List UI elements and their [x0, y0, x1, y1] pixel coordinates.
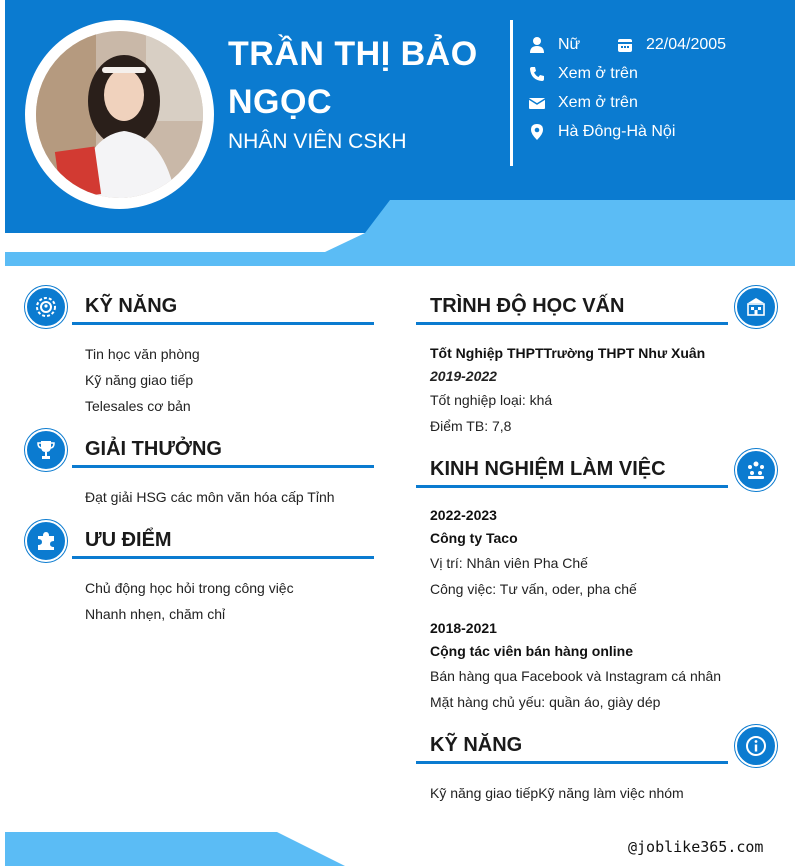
profile-photo-frame	[25, 20, 214, 209]
awards-underline	[72, 465, 374, 468]
address-value: Hà Đông-Hà Nội	[558, 123, 676, 140]
trophy-icon	[25, 429, 67, 471]
award-item: Đạt giải HSG các môn văn hóa cấp Tỉnh	[85, 489, 335, 505]
puzzle-icon	[25, 520, 67, 562]
skill-item: Kỹ năng giao tiếp	[85, 372, 194, 388]
skills2-heading: KỸ NĂNG	[430, 734, 523, 756]
strengths-heading: ƯU ĐIỂM	[85, 529, 172, 551]
school-icon	[735, 286, 777, 328]
job-period: 2018-2021	[430, 620, 497, 636]
job-period: 2022-2023	[430, 507, 497, 523]
person-icon	[528, 36, 546, 54]
birthdate-row	[616, 36, 726, 54]
header-divider	[510, 20, 513, 166]
calendar-icon	[616, 36, 634, 54]
strength-item: Nhanh nhẹn, chăm chỉ	[85, 606, 226, 622]
birthdate-value: 22/04/2005	[646, 36, 727, 53]
phone-icon	[528, 65, 546, 83]
job-detail: Bán hàng qua Facebook và Instagram cá nhân	[430, 668, 722, 684]
team-icon	[735, 449, 777, 491]
education-underline	[416, 322, 728, 325]
phone-row	[528, 65, 638, 83]
job-detail: Công việc: Tư vấn, oder, pha chế	[430, 581, 637, 597]
strength-item: Chủ động học hỏi trong công việc	[85, 580, 294, 596]
awards-heading: GIẢI THƯỞNG	[85, 438, 222, 460]
strengths-underline	[72, 556, 374, 559]
profile-photo	[36, 31, 203, 198]
info-icon	[735, 725, 777, 767]
job-detail: Vị trí: Nhân viên Pha Chế	[430, 555, 588, 571]
footer-decoration	[5, 830, 345, 866]
education-period: 2019-2022	[430, 368, 497, 384]
gender-value: Nữ	[558, 36, 581, 53]
skills2-underline	[416, 761, 728, 764]
address-row	[528, 123, 675, 141]
mail-icon	[528, 94, 546, 112]
candidate-name: TRẦN THỊ BẢO NGỌC	[228, 35, 478, 121]
resume-header	[5, 0, 795, 266]
brand-watermark: @joblike365.com	[628, 838, 764, 856]
email-value: Xem ở trên	[558, 94, 638, 111]
phone-value: Xem ở trên	[558, 65, 638, 82]
location-icon	[528, 123, 546, 141]
job-title: NHÂN VIÊN CSKH	[228, 130, 407, 153]
skill-item: Tin học văn phòng	[85, 346, 200, 362]
email-row	[528, 94, 638, 112]
gender-row	[528, 36, 580, 54]
education-school: Tốt Nghiệp THPTTrường THPT Như Xuân	[430, 345, 706, 361]
gear-icon	[25, 286, 67, 328]
skills-underline	[72, 322, 374, 325]
education-gpa: Điểm TB: 7,8	[430, 418, 512, 434]
education-heading: TRÌNH ĐỘ HỌC VẤN	[430, 295, 625, 317]
job-detail: Mặt hàng chủ yếu: quần áo, giày dép	[430, 694, 661, 710]
skills-heading: KỸ NĂNG	[85, 295, 178, 317]
experience-heading: KINH NGHIỆM LÀM VIỆC	[430, 458, 666, 480]
skills2-text: Kỹ năng giao tiếpKỹ năng làm việc nhóm	[430, 785, 684, 801]
skill-item: Telesales cơ bản	[85, 398, 191, 414]
job-company: Cộng tác viên bán hàng online	[430, 643, 634, 659]
education-grade: Tốt nghiệp loại: khá	[430, 392, 553, 408]
job-company: Công ty Taco	[430, 530, 518, 546]
experience-underline	[416, 485, 728, 488]
